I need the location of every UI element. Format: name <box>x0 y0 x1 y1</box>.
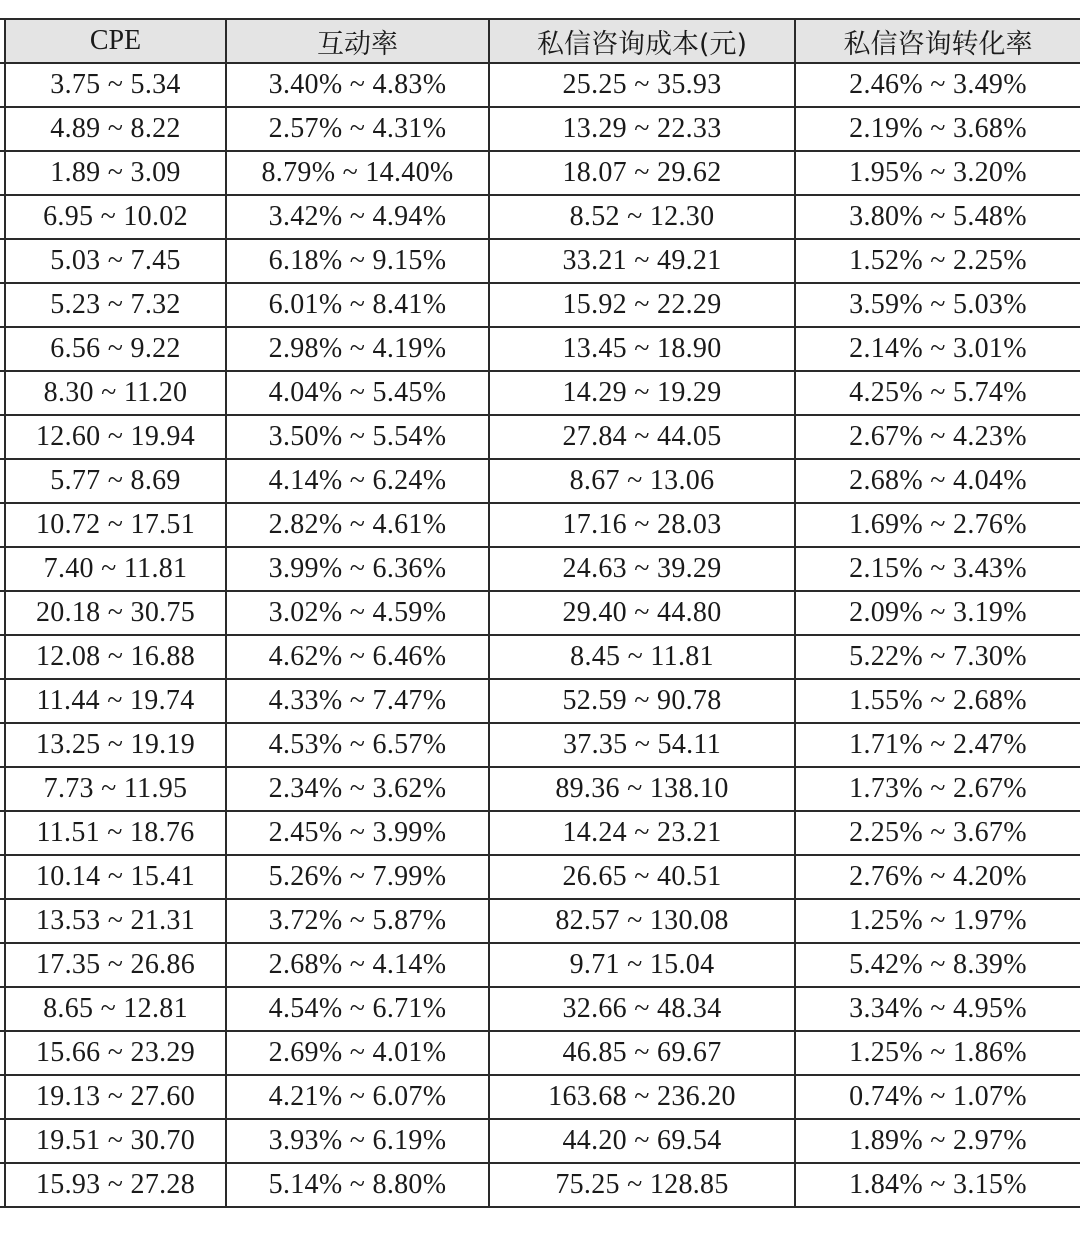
cell-dm-inquiry-cost: 8.67 ~ 13.06 <box>489 459 795 503</box>
cell-cpe: 19.51 ~ 30.70 <box>5 1119 226 1163</box>
cell-dm-inquiry-cost: 14.29 ~ 19.29 <box>489 371 795 415</box>
cell-cpe: 12.08 ~ 16.88 <box>5 635 226 679</box>
cell-cpe: 12.60 ~ 19.94 <box>5 415 226 459</box>
table-row <box>0 415 1080 459</box>
cell-engagement-rate: 4.04% ~ 5.45% <box>226 371 489 415</box>
header-cpe: CPE <box>5 19 226 63</box>
cell-dm-conversion-rate: 2.19% ~ 3.68% <box>795 107 1080 151</box>
cell-cpe: 20.18 ~ 30.75 <box>5 591 226 635</box>
cell-cpe: 6.95 ~ 10.02 <box>5 195 226 239</box>
cell-dm-inquiry-cost: 24.63 ~ 39.29 <box>489 547 795 591</box>
cell-dm-inquiry-cost: 9.71 ~ 15.04 <box>489 943 795 987</box>
cell-cpe: 5.23 ~ 7.32 <box>5 283 226 327</box>
cell-engagement-rate: 4.14% ~ 6.24% <box>226 459 489 503</box>
cell-dm-conversion-rate: 2.76% ~ 4.20% <box>795 855 1080 899</box>
cell-dm-inquiry-cost: 37.35 ~ 54.11 <box>489 723 795 767</box>
cell-engagement-rate: 5.14% ~ 8.80% <box>226 1163 489 1207</box>
cell-dm-inquiry-cost: 26.65 ~ 40.51 <box>489 855 795 899</box>
cell-engagement-rate: 3.50% ~ 5.54% <box>226 415 489 459</box>
cell-dm-inquiry-cost: 33.21 ~ 49.21 <box>489 239 795 283</box>
cell-dm-inquiry-cost: 163.68 ~ 236.20 <box>489 1075 795 1119</box>
table-row <box>0 371 1080 415</box>
table-header-row <box>0 19 1080 63</box>
cell-dm-conversion-rate: 5.42% ~ 8.39% <box>795 943 1080 987</box>
cell-engagement-rate: 4.33% ~ 7.47% <box>226 679 489 723</box>
table-row <box>0 195 1080 239</box>
table-row <box>0 107 1080 151</box>
cell-dm-conversion-rate: 2.46% ~ 3.49% <box>795 63 1080 107</box>
cell-cpe: 1.89 ~ 3.09 <box>5 151 226 195</box>
table-row <box>0 239 1080 283</box>
cell-dm-inquiry-cost: 13.29 ~ 22.33 <box>489 107 795 151</box>
cell-dm-inquiry-cost: 29.40 ~ 44.80 <box>489 591 795 635</box>
cell-engagement-rate: 3.02% ~ 4.59% <box>226 591 489 635</box>
cell-engagement-rate: 3.72% ~ 5.87% <box>226 899 489 943</box>
cell-dm-conversion-rate: 1.71% ~ 2.47% <box>795 723 1080 767</box>
cell-dm-conversion-rate: 1.55% ~ 2.68% <box>795 679 1080 723</box>
cell-engagement-rate: 6.18% ~ 9.15% <box>226 239 489 283</box>
cell-dm-conversion-rate: 5.22% ~ 7.30% <box>795 635 1080 679</box>
cell-cpe: 19.13 ~ 27.60 <box>5 1075 226 1119</box>
table-row <box>0 1119 1080 1163</box>
table-row <box>0 767 1080 811</box>
cell-engagement-rate: 2.45% ~ 3.99% <box>226 811 489 855</box>
cell-engagement-rate: 4.21% ~ 6.07% <box>226 1075 489 1119</box>
cell-cpe: 13.25 ~ 19.19 <box>5 723 226 767</box>
cell-cpe: 8.65 ~ 12.81 <box>5 987 226 1031</box>
table-row <box>0 547 1080 591</box>
cell-dm-inquiry-cost: 18.07 ~ 29.62 <box>489 151 795 195</box>
cell-dm-conversion-rate: 3.59% ~ 5.03% <box>795 283 1080 327</box>
table-row <box>0 327 1080 371</box>
table-row <box>0 591 1080 635</box>
metrics-table-container <box>0 18 1080 1208</box>
cell-dm-inquiry-cost: 8.45 ~ 11.81 <box>489 635 795 679</box>
cell-cpe: 11.44 ~ 19.74 <box>5 679 226 723</box>
cell-dm-inquiry-cost: 13.45 ~ 18.90 <box>489 327 795 371</box>
cell-dm-conversion-rate: 1.52% ~ 2.25% <box>795 239 1080 283</box>
cell-dm-inquiry-cost: 46.85 ~ 69.67 <box>489 1031 795 1075</box>
cell-cpe: 4.89 ~ 8.22 <box>5 107 226 151</box>
header-dm-inquiry-cost: 私信咨询成本(元) <box>489 19 795 63</box>
cell-dm-inquiry-cost: 75.25 ~ 128.85 <box>489 1163 795 1207</box>
cell-cpe: 15.93 ~ 27.28 <box>5 1163 226 1207</box>
cell-dm-conversion-rate: 3.34% ~ 4.95% <box>795 987 1080 1031</box>
table-row <box>0 635 1080 679</box>
table-row <box>0 151 1080 195</box>
cell-cpe: 13.53 ~ 21.31 <box>5 899 226 943</box>
cell-engagement-rate: 4.62% ~ 6.46% <box>226 635 489 679</box>
cell-cpe: 5.03 ~ 7.45 <box>5 239 226 283</box>
cell-dm-conversion-rate: 1.95% ~ 3.20% <box>795 151 1080 195</box>
cell-dm-inquiry-cost: 32.66 ~ 48.34 <box>489 987 795 1031</box>
header-dm-conversion-rate: 私信咨询转化率 <box>795 19 1080 63</box>
cell-engagement-rate: 2.68% ~ 4.14% <box>226 943 489 987</box>
cell-dm-conversion-rate: 2.15% ~ 3.43% <box>795 547 1080 591</box>
cell-cpe: 7.40 ~ 11.81 <box>5 547 226 591</box>
cell-dm-inquiry-cost: 25.25 ~ 35.93 <box>489 63 795 107</box>
metrics-table <box>0 18 1080 1208</box>
cell-dm-inquiry-cost: 17.16 ~ 28.03 <box>489 503 795 547</box>
cell-cpe: 8.30 ~ 11.20 <box>5 371 226 415</box>
cell-engagement-rate: 2.82% ~ 4.61% <box>226 503 489 547</box>
table-row <box>0 503 1080 547</box>
cell-engagement-rate: 4.54% ~ 6.71% <box>226 987 489 1031</box>
cell-engagement-rate: 2.69% ~ 4.01% <box>226 1031 489 1075</box>
cell-dm-conversion-rate: 1.69% ~ 2.76% <box>795 503 1080 547</box>
cell-dm-conversion-rate: 1.25% ~ 1.86% <box>795 1031 1080 1075</box>
cell-cpe: 11.51 ~ 18.76 <box>5 811 226 855</box>
cell-dm-conversion-rate: 1.73% ~ 2.67% <box>795 767 1080 811</box>
cell-dm-conversion-rate: 1.89% ~ 2.97% <box>795 1119 1080 1163</box>
cell-engagement-rate: 8.79% ~ 14.40% <box>226 151 489 195</box>
table-row <box>0 63 1080 107</box>
cell-dm-inquiry-cost: 14.24 ~ 23.21 <box>489 811 795 855</box>
cell-engagement-rate: 4.53% ~ 6.57% <box>226 723 489 767</box>
cell-engagement-rate: 3.93% ~ 6.19% <box>226 1119 489 1163</box>
cell-engagement-rate: 3.99% ~ 6.36% <box>226 547 489 591</box>
cell-engagement-rate: 6.01% ~ 8.41% <box>226 283 489 327</box>
header-engagement-rate: 互动率 <box>226 19 489 63</box>
table-row <box>0 723 1080 767</box>
cell-cpe: 3.75 ~ 5.34 <box>5 63 226 107</box>
cell-engagement-rate: 2.34% ~ 3.62% <box>226 767 489 811</box>
cell-cpe: 17.35 ~ 26.86 <box>5 943 226 987</box>
cell-engagement-rate: 3.40% ~ 4.83% <box>226 63 489 107</box>
cell-dm-conversion-rate: 1.84% ~ 3.15% <box>795 1163 1080 1207</box>
cell-cpe: 6.56 ~ 9.22 <box>5 327 226 371</box>
table-row <box>0 1031 1080 1075</box>
cell-dm-inquiry-cost: 27.84 ~ 44.05 <box>489 415 795 459</box>
cell-dm-conversion-rate: 0.74% ~ 1.07% <box>795 1075 1080 1119</box>
cell-cpe: 5.77 ~ 8.69 <box>5 459 226 503</box>
table-row <box>0 459 1080 503</box>
cell-dm-inquiry-cost: 89.36 ~ 138.10 <box>489 767 795 811</box>
cell-engagement-rate: 5.26% ~ 7.99% <box>226 855 489 899</box>
cell-cpe: 15.66 ~ 23.29 <box>5 1031 226 1075</box>
cell-dm-conversion-rate: 2.25% ~ 3.67% <box>795 811 1080 855</box>
cell-dm-conversion-rate: 3.80% ~ 5.48% <box>795 195 1080 239</box>
cell-dm-inquiry-cost: 82.57 ~ 130.08 <box>489 899 795 943</box>
cell-dm-conversion-rate: 4.25% ~ 5.74% <box>795 371 1080 415</box>
table-row <box>0 811 1080 855</box>
cell-dm-conversion-rate: 2.14% ~ 3.01% <box>795 327 1080 371</box>
table-row <box>0 679 1080 723</box>
cell-cpe: 10.14 ~ 15.41 <box>5 855 226 899</box>
cell-engagement-rate: 2.98% ~ 4.19% <box>226 327 489 371</box>
cell-dm-conversion-rate: 2.68% ~ 4.04% <box>795 459 1080 503</box>
table-row <box>0 283 1080 327</box>
table-row <box>0 855 1080 899</box>
cell-dm-conversion-rate: 2.09% ~ 3.19% <box>795 591 1080 635</box>
cell-engagement-rate: 2.57% ~ 4.31% <box>226 107 489 151</box>
cell-cpe: 10.72 ~ 17.51 <box>5 503 226 547</box>
cell-cpe: 7.73 ~ 11.95 <box>5 767 226 811</box>
cell-dm-conversion-rate: 2.67% ~ 4.23% <box>795 415 1080 459</box>
cell-dm-inquiry-cost: 52.59 ~ 90.78 <box>489 679 795 723</box>
table-row <box>0 1075 1080 1119</box>
cell-engagement-rate: 3.42% ~ 4.94% <box>226 195 489 239</box>
cell-dm-inquiry-cost: 44.20 ~ 69.54 <box>489 1119 795 1163</box>
table-row <box>0 1163 1080 1207</box>
table-row <box>0 899 1080 943</box>
table-body <box>0 63 1080 1207</box>
cell-dm-inquiry-cost: 8.52 ~ 12.30 <box>489 195 795 239</box>
cell-dm-conversion-rate: 1.25% ~ 1.97% <box>795 899 1080 943</box>
table-row <box>0 987 1080 1031</box>
cell-dm-inquiry-cost: 15.92 ~ 22.29 <box>489 283 795 327</box>
table-row <box>0 943 1080 987</box>
